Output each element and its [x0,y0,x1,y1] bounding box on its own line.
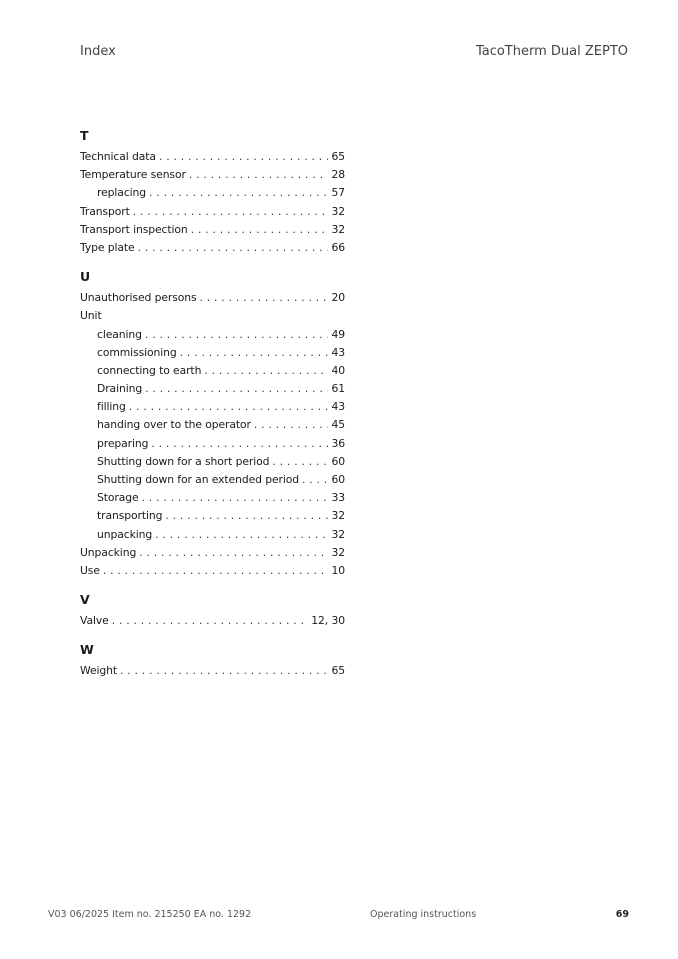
index-term: Storage [97,491,139,505]
dot-leader [191,221,329,239]
running-header-product: TacoTherm Dual ZEPTO [475,44,628,59]
index-subentry [80,416,345,434]
index-section [80,268,345,580]
index-page-reference: 32 [331,509,345,523]
running-header-section: Index [80,44,116,59]
index-term: Transport inspection [80,222,188,236]
index-term: Type plate [80,240,135,254]
index-page-reference: 20 [331,291,345,305]
index-page-reference: 60 [331,473,345,486]
dot-leader [155,526,328,544]
index-term: Shutting down for an extended period [97,473,300,486]
index-term: replacing [97,186,147,200]
index-subentry [80,453,345,471]
index-subentry [80,471,345,489]
index-entry [80,289,345,307]
index-entry [80,612,345,630]
dot-leader [165,507,328,525]
index-page-reference: 32 [331,222,345,236]
index-section [80,641,345,680]
index-page-reference: 28 [331,168,345,182]
index-page-reference: 60 [331,454,345,468]
index-page-reference: 33 [331,491,345,505]
index-page-reference: 32 [331,527,345,541]
index-term: Unpacking [80,545,137,559]
index-entry [80,166,345,184]
dot-leader [149,184,328,202]
index-term: connecting to earth [97,363,202,377]
index-page-reference: 32 [331,204,345,218]
index-entry [80,662,345,680]
index-subentry [80,435,345,453]
dot-leader [151,435,328,453]
index-page-reference: 49 [331,327,345,341]
index-letter-heading: W [80,642,94,658]
dot-leader [254,416,329,434]
index-term: Weight [80,664,118,678]
index-entry [80,148,345,166]
index-term: Unit [80,309,102,323]
index-page-reference: 45 [331,418,345,432]
index-subentry [80,489,345,507]
index-entry [80,239,345,257]
index-subentry [80,344,345,362]
index-term: commissioning [97,345,177,359]
index-page-reference: 66 [331,240,345,254]
index-page-reference: 43 [331,345,345,359]
index-subentry [80,526,345,544]
index-section [80,127,345,257]
index-term: cleaning [97,327,142,341]
index-term: Technical data [80,150,156,163]
index-letter-heading: V [80,592,90,608]
index-term: preparing [97,436,149,450]
index-list [80,127,345,681]
index-subentry [80,380,345,398]
footer-document-type: Operating instructions [370,909,477,920]
index-term: Valve [80,614,109,628]
footer-document-info: V03 06/2025 Item no. 215250 EA no. 1292 [48,909,252,920]
dot-leader [159,148,329,166]
index-page-reference: 43 [331,400,345,414]
index-letter-heading: T [80,128,89,143]
dot-leader [200,289,329,307]
index-entry [80,307,345,325]
index-entry [80,562,345,580]
index-page-reference: 36 [331,436,345,450]
index-entry [80,544,345,562]
index-term: Unauthorised persons [80,291,197,305]
dot-leader [138,239,329,257]
index-subentry [80,184,345,202]
index-term: Shutting down for a short period [97,454,270,468]
index-term: unpacking [97,527,153,541]
dot-leader [129,398,329,416]
index-page-reference: 32 [331,545,345,559]
dot-leader [145,326,329,344]
index-entry [80,221,345,239]
dot-leader [180,344,329,362]
index-term: Temperature sensor [80,168,186,182]
index-term: handing over to the operator [97,418,251,432]
dot-leader [142,489,329,507]
index-entry [80,203,345,221]
dot-leader [133,203,329,221]
index-page-reference: 12, 30 [311,614,345,628]
index-page-reference: 10 [331,563,345,577]
index-subentry [80,326,345,344]
dot-leader [302,471,328,489]
index-term: transporting [97,509,163,523]
index-subentry [80,362,345,380]
index-subentry [80,398,345,416]
index-page-reference: 65 [331,150,345,163]
index-page-reference: 40 [331,363,345,377]
dot-leader [139,544,328,562]
index-term: Use [80,563,100,577]
dot-leader [272,453,328,471]
page-number: 69 [615,909,629,920]
index-term: Transport [80,204,130,218]
index-page-reference: 65 [331,664,345,678]
index-term: Draining [97,382,143,396]
index-term: filling [97,400,126,414]
index-page-reference: 57 [331,186,345,200]
dot-leader [204,362,328,380]
dot-leader [120,662,328,680]
index-section [80,591,345,630]
dot-leader [112,612,309,630]
dot-leader [145,380,328,398]
index-subentry [80,507,345,525]
dot-leader [103,562,329,580]
dot-leader [189,166,329,184]
index-page-reference: 61 [331,382,345,396]
index-letter-heading: U [80,269,91,285]
